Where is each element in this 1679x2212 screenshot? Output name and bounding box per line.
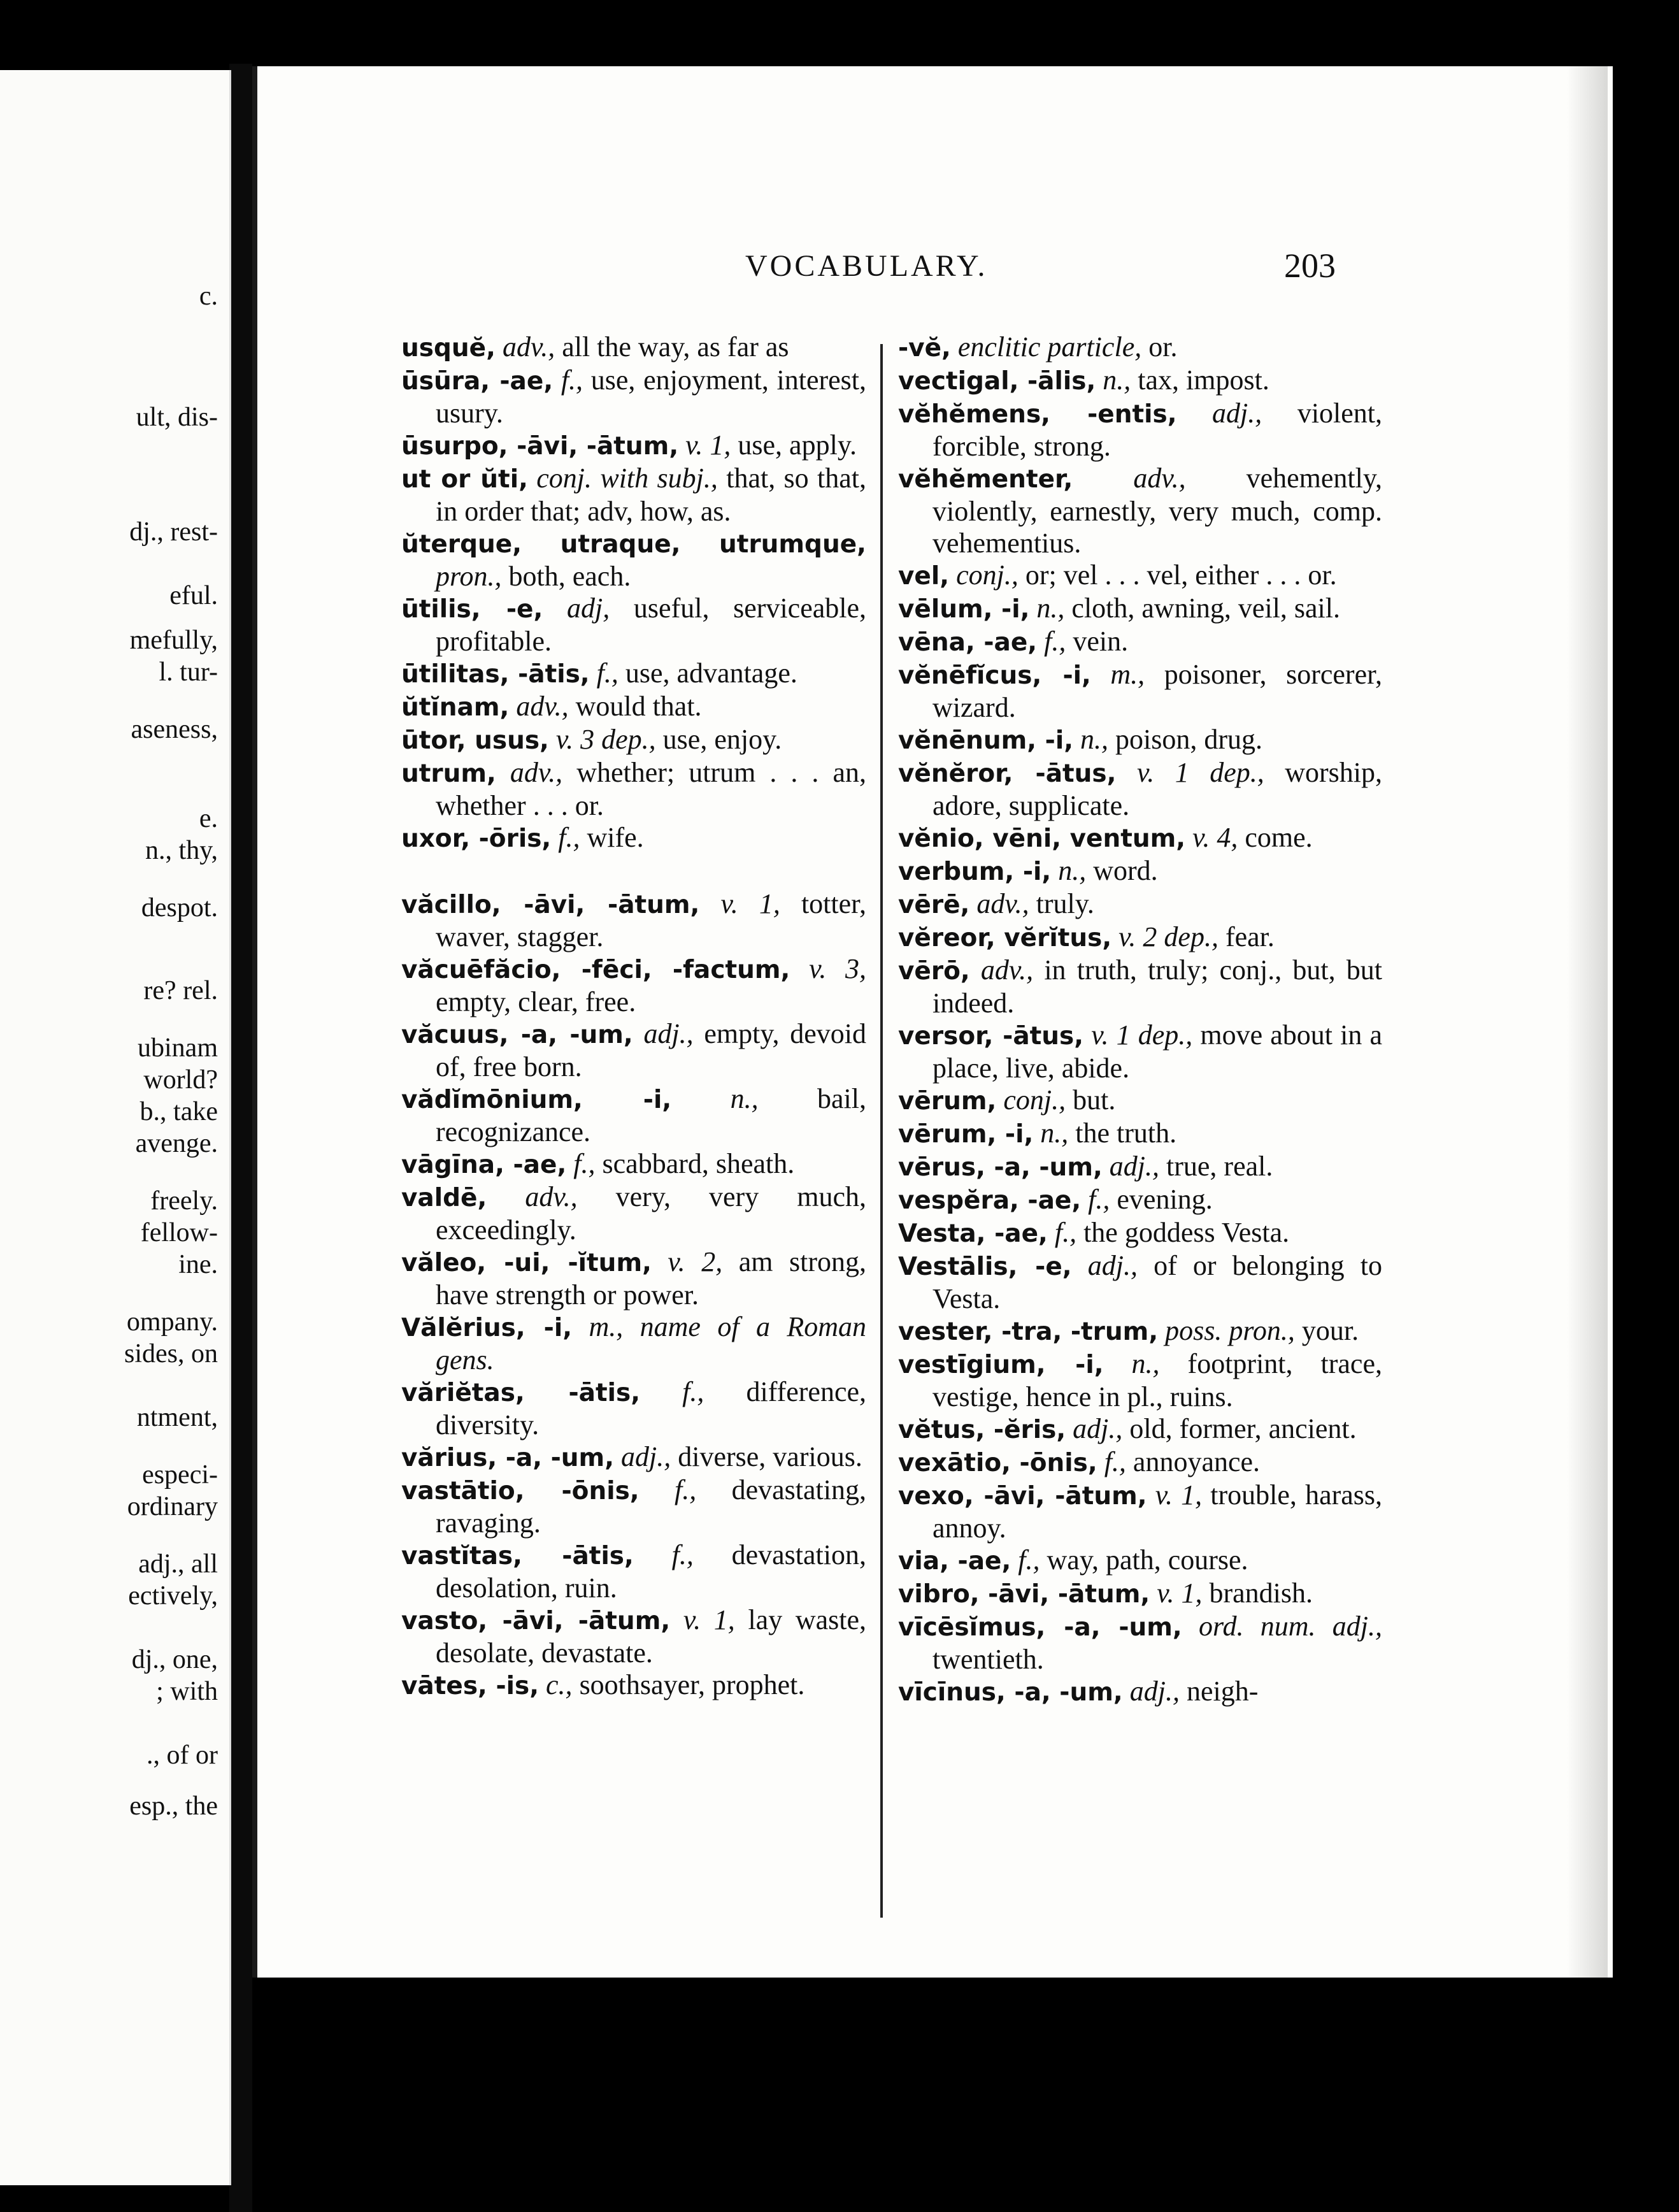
- entry-headword: Vălĕrius, -i,: [401, 1314, 573, 1342]
- dictionary-entry: [401, 757, 866, 822]
- entry-definition: whether; utrum . . . an, whether . . . or.: [436, 757, 866, 821]
- previous-page-fragment: ult, dis-: [136, 403, 218, 432]
- previous-page-fragment: aseness,: [131, 715, 218, 744]
- entry-grammar: n.,: [1131, 1348, 1160, 1379]
- dictionary-entry: [401, 1148, 866, 1181]
- entry-headword: vĕnēnum, -i,: [898, 726, 1074, 755]
- dictionary-entry: [898, 364, 1382, 398]
- entry-headword: utrum,: [401, 759, 496, 788]
- entry-headword: Vesta, -ae,: [898, 1219, 1048, 1248]
- dictionary-entry: [401, 691, 866, 724]
- entry-definition: poisoner, sorcerer, wizard.: [932, 659, 1382, 723]
- entry-grammar: adv.,: [502, 331, 555, 363]
- entry-definition: totter, waver, stagger.: [436, 888, 867, 952]
- previous-page-fragment: dj., one,: [131, 1645, 218, 1674]
- entry-headword: ut or ŭti,: [401, 465, 528, 494]
- entry-grammar: f.,: [1018, 1544, 1040, 1576]
- dictionary-entry: [401, 1376, 866, 1441]
- dictionary-entry: [401, 331, 866, 364]
- entry-grammar: m.,: [1110, 659, 1145, 690]
- entry-definition: tax, impost.: [1138, 364, 1269, 396]
- entry-grammar: v. 1,: [683, 1604, 735, 1635]
- page-edge-shadow: [1567, 66, 1608, 1978]
- entry-headword: uxor, -ōris,: [401, 824, 552, 853]
- entry-headword: vēlum, -i,: [898, 595, 1030, 624]
- entry-grammar: v. 1,: [1157, 1577, 1203, 1609]
- entry-grammar: conj. with subj.,: [536, 463, 718, 494]
- previous-page-fragment: ; with: [156, 1677, 218, 1706]
- entry-definition: of or belonging to Vesta.: [932, 1250, 1383, 1314]
- entry-headword: vāgīna, -ae,: [401, 1151, 567, 1179]
- entry-headword: vastĭtas, -ātis,: [401, 1542, 634, 1570]
- entry-headword: văcuēfăcio, -fēci, -factum,: [401, 956, 790, 984]
- entry-definition: vein.: [1073, 626, 1129, 657]
- entry-headword: vestīgium, -i,: [898, 1351, 1104, 1379]
- entry-definition: your.: [1301, 1315, 1359, 1346]
- entry-headword: vērus, -a, -um,: [898, 1153, 1103, 1182]
- entry-headword: versor, -ātus,: [898, 1022, 1084, 1051]
- entry-headword: ūsūra, -ae,: [401, 367, 554, 396]
- entry-grammar: n.,: [1036, 592, 1065, 624]
- entry-definition: in truth, truly; conj., but, but indeed.: [932, 954, 1383, 1019]
- entry-definition: empty, devoid of, free born.: [436, 1018, 866, 1082]
- entry-headword: văriĕtas, -ātis,: [401, 1379, 641, 1407]
- vocabulary-column-left: [401, 331, 866, 1702]
- dictionary-entry: [401, 822, 866, 855]
- entry-definition: lay waste, desolate, devastate.: [436, 1604, 867, 1669]
- entry-definition: bail, recognizance.: [436, 1083, 866, 1147]
- dictionary-entry: [898, 1117, 1382, 1151]
- entry-definition: use, enjoyment, interest, usury.: [436, 364, 866, 429]
- dictionary-entry: [898, 822, 1382, 855]
- entry-grammar: n.,: [1103, 364, 1131, 396]
- entry-headword: Vestālis, -e,: [898, 1253, 1072, 1281]
- previous-page-fragment: esp., the: [129, 1792, 218, 1821]
- dictionary-entry: [898, 1479, 1382, 1544]
- entry-headword: văcuus, -a, -um,: [401, 1021, 633, 1049]
- entry-definition: that, so that, in order that; adv, how, as.: [436, 463, 867, 527]
- entry-headword: vērō,: [898, 957, 970, 986]
- previous-page-fragment: e.: [199, 804, 218, 833]
- entry-headword: vĕreor, vĕrĭtus,: [898, 924, 1112, 952]
- entry-definition: the goddess Vesta.: [1083, 1217, 1290, 1248]
- entry-headword: vibro, -āvi, -ātum,: [898, 1580, 1150, 1609]
- dictionary-entry: [401, 1474, 866, 1539]
- entry-definition: trouble, harass, annoy.: [932, 1479, 1383, 1544]
- previous-page-fragment: ine.: [178, 1250, 218, 1279]
- previous-page-fragment: freely.: [150, 1186, 218, 1216]
- dictionary-entry: [898, 1184, 1382, 1217]
- entry-grammar: conj.,: [956, 559, 1018, 591]
- entry-definition: or.: [1148, 331, 1178, 363]
- entry-definition: use, advantage.: [625, 657, 797, 689]
- entry-headword: vădĭmōnium, -i,: [401, 1086, 672, 1114]
- entry-grammar: ord. num. adj.,: [1199, 1611, 1382, 1642]
- entry-definition: word.: [1093, 855, 1158, 886]
- entry-grammar: f.,: [573, 1148, 596, 1179]
- entry-headword: vĕnio, vēni, ventum,: [898, 824, 1186, 853]
- entry-headword: vespĕra, -ae,: [898, 1186, 1082, 1215]
- dictionary-entry: [898, 1544, 1382, 1577]
- entry-definition: empty, clear, free.: [436, 986, 636, 1017]
- entry-headword: văcillo, -āvi, -ātum,: [401, 891, 700, 919]
- dictionary-entry: [401, 1018, 866, 1083]
- previous-page-fragment: sides, on: [124, 1339, 218, 1368]
- entry-headword: vērē,: [898, 891, 970, 919]
- entry-grammar: adv.,: [976, 888, 1029, 919]
- entry-grammar: enclitic particle,: [957, 331, 1142, 363]
- entry-headword: ūtor, usus,: [401, 726, 549, 755]
- page-number: 203: [1284, 247, 1336, 285]
- previous-page-fragment: ubinam: [138, 1033, 218, 1063]
- entry-headword: vīcīnus, -a, -um,: [898, 1678, 1123, 1707]
- section-gap: [401, 855, 866, 888]
- dictionary-entry: [898, 1413, 1382, 1446]
- entry-definition: or; vel . . . vel, either . . . or.: [1025, 559, 1337, 591]
- previous-page-fragment: ompany.: [126, 1307, 218, 1337]
- previous-page-fragment: avenge.: [135, 1129, 218, 1158]
- entry-grammar: f.,: [558, 822, 580, 853]
- dictionary-entry: [401, 1604, 866, 1669]
- dictionary-entry: [401, 724, 866, 757]
- entry-definition: fear.: [1225, 921, 1275, 952]
- entry-headword: ūsurpo, -āvi, -ātum,: [401, 432, 679, 461]
- entry-definition: scabbard, sheath.: [602, 1148, 795, 1179]
- entry-definition: poison, drug.: [1115, 724, 1263, 755]
- entry-definition: annoyance.: [1132, 1446, 1261, 1477]
- previous-page-fragment: ntment,: [136, 1403, 218, 1432]
- previous-page-text: [0, 70, 229, 2185]
- entry-grammar: conj.,: [1003, 1084, 1066, 1116]
- entry-definition: devastation, desolation, ruin.: [436, 1539, 866, 1604]
- previous-page-fragment: ordinary: [127, 1492, 218, 1521]
- dictionary-entry: [898, 724, 1382, 757]
- entry-definition: the truth.: [1075, 1117, 1177, 1149]
- entry-definition: way, path, course.: [1047, 1544, 1248, 1576]
- dictionary-entry: [898, 331, 1382, 364]
- entry-grammar: f.,: [682, 1376, 704, 1407]
- entry-headword: vērum, -i,: [898, 1120, 1034, 1149]
- entry-definition: old, former, ancient.: [1129, 1413, 1357, 1444]
- entry-grammar: adv.,: [516, 691, 569, 722]
- entry-headword: ūtilis, -e,: [401, 595, 543, 624]
- entry-definition: difference, diversity.: [436, 1376, 867, 1440]
- entry-headword: vexātio, -ōnis,: [898, 1449, 1097, 1477]
- entry-grammar: v. 1 dep.,: [1091, 1019, 1193, 1051]
- dictionary-entry: [898, 626, 1382, 659]
- entry-headword: vērum,: [898, 1087, 997, 1116]
- entry-headword: vīcēsĭmus, -a, -um,: [898, 1613, 1182, 1642]
- entry-grammar: f.,: [1104, 1446, 1126, 1477]
- entry-definition: devastating, ravaging.: [436, 1474, 866, 1539]
- entry-grammar: v. 4,: [1192, 822, 1238, 853]
- dictionary-entry: [898, 1019, 1382, 1084]
- dictionary-entry: [401, 364, 866, 429]
- entry-grammar: adj,: [566, 592, 610, 624]
- entry-definition: neigh-: [1186, 1676, 1259, 1707]
- entry-headword: ŭterque, utraque, utrumque,: [401, 530, 866, 559]
- entry-grammar: c.,: [546, 1669, 573, 1700]
- entry-definition: worship, adore, supplicate.: [932, 757, 1383, 821]
- previous-page-fragment: ., of or: [146, 1741, 218, 1770]
- entry-grammar: adj.,: [1073, 1413, 1123, 1444]
- entry-grammar: v. 3,: [809, 953, 867, 984]
- entry-headword: ūtilitas, -ātis,: [401, 660, 590, 689]
- dictionary-entry: [401, 1539, 866, 1604]
- previous-page-fragment: n., thy,: [145, 836, 218, 865]
- previous-page-fragment: dj., rest-: [129, 517, 218, 547]
- running-head: VOCABULARY.: [745, 249, 988, 283]
- entry-grammar: f.,: [671, 1539, 694, 1570]
- entry-headword: via, -ae,: [898, 1547, 1011, 1576]
- dictionary-entry: [898, 1084, 1382, 1117]
- entry-definition: diverse, various.: [678, 1441, 862, 1472]
- book-gutter: [229, 64, 252, 2212]
- entry-definition: useful, serviceable, profitable.: [436, 592, 867, 657]
- entry-definition: evening.: [1117, 1184, 1213, 1215]
- entry-grammar: f.,: [1044, 626, 1066, 657]
- entry-grammar: f.,: [561, 364, 583, 396]
- previous-page-fragment: especi-: [142, 1460, 218, 1490]
- dictionary-entry: [898, 398, 1382, 463]
- entry-definition: use, enjoy.: [662, 724, 782, 755]
- dictionary-entry: [898, 1315, 1382, 1348]
- entry-headword: -vĕ,: [898, 334, 951, 363]
- entry-grammar: n.,: [730, 1083, 759, 1114]
- entry-grammar: poss. pron.,: [1165, 1315, 1295, 1346]
- previous-page-fragment: b., take: [139, 1097, 218, 1126]
- entry-headword: vĕnēfĭcus, -i,: [898, 661, 1091, 690]
- dictionary-entry: [898, 888, 1382, 921]
- entry-grammar: f.,: [1054, 1217, 1077, 1248]
- dictionary-entry: [898, 1577, 1382, 1611]
- entry-headword: vectigal, -ālis,: [898, 367, 1096, 396]
- entry-headword: usquĕ,: [401, 334, 496, 363]
- entry-definition: true, real.: [1166, 1151, 1273, 1182]
- dictionary-entry: [401, 1311, 866, 1376]
- entry-definition: very, very much, exceedingly.: [436, 1181, 867, 1246]
- entry-definition: move about in a place, live, abide.: [932, 1019, 1383, 1084]
- entry-headword: vĕnĕror, -ātus,: [898, 759, 1117, 788]
- entry-headword: văleo, -ui, -ĭtum,: [401, 1249, 652, 1277]
- dictionary-entry: [401, 888, 866, 953]
- dictionary-entry: [898, 757, 1382, 822]
- dictionary-entry: [898, 1446, 1382, 1479]
- entry-headword: vester, -tra, -trum,: [898, 1318, 1159, 1346]
- entry-grammar: adv.,: [510, 757, 563, 788]
- dictionary-entry: [401, 429, 866, 463]
- previous-page-fragment: world?: [143, 1065, 218, 1095]
- entry-grammar: adj.,: [643, 1018, 694, 1049]
- dictionary-entry: [898, 954, 1382, 1019]
- dictionary-entry: [898, 1348, 1382, 1413]
- previous-page-fragment: c.: [199, 282, 218, 311]
- previous-page-fragment: ectively,: [128, 1581, 218, 1611]
- entry-grammar: adj.,: [1212, 398, 1262, 429]
- entry-grammar: v. 3 dep.,: [555, 724, 656, 755]
- entry-headword: vasto, -āvi, -ātum,: [401, 1607, 671, 1635]
- previous-page-fragment: eful.: [169, 581, 218, 610]
- entry-headword: ŭtĭnam,: [401, 693, 510, 722]
- entry-definition: would that.: [575, 691, 702, 722]
- entry-grammar: adv.,: [525, 1181, 578, 1212]
- dictionary-entry: [401, 1246, 866, 1311]
- entry-grammar: adv.,: [980, 954, 1034, 986]
- dictionary-entry: [401, 528, 866, 592]
- entry-definition: am strong, have strength or power.: [436, 1246, 866, 1311]
- dictionary-entry: [401, 1083, 866, 1148]
- entry-definition: violent, forcible, strong.: [932, 398, 1383, 462]
- entry-headword: vātes, -is,: [401, 1672, 539, 1700]
- entry-headword: valdē,: [401, 1184, 487, 1212]
- entry-headword: vēna, -ae,: [898, 628, 1038, 657]
- entry-grammar: f.,: [675, 1474, 697, 1505]
- dictionary-entry: [898, 1250, 1382, 1315]
- entry-headword: vĕtus, -ĕris,: [898, 1416, 1066, 1444]
- entry-headword: vĕhĕmenter,: [898, 465, 1073, 494]
- entry-definition: wife.: [587, 822, 644, 853]
- entry-definition: truly.: [1036, 888, 1094, 919]
- dictionary-entry: [401, 657, 866, 691]
- entry-grammar: n.,: [1080, 724, 1109, 755]
- entry-definition: vehemently, violently, earnestly, very much, comp. vehementius.: [932, 463, 1382, 559]
- entry-definition: but.: [1073, 1084, 1116, 1116]
- entry-definition: footprint, trace, vestige, hence in pl., ruins.: [932, 1348, 1382, 1412]
- entry-headword: verbum, -i,: [898, 858, 1052, 886]
- entry-headword: vĕhĕmens, -entis,: [898, 400, 1177, 429]
- dictionary-entry: [401, 1669, 866, 1702]
- entry-definition: come.: [1245, 822, 1313, 853]
- column-rule: [880, 344, 883, 1918]
- entry-definition: cloth, awning, veil, sail.: [1071, 592, 1341, 624]
- dictionary-entry: [401, 953, 866, 1018]
- dictionary-entry: [401, 1181, 866, 1246]
- previous-page-fragment: mefully,: [129, 626, 218, 655]
- entry-definition: soothsayer, prophet.: [579, 1669, 805, 1700]
- entry-headword: vel,: [898, 562, 950, 591]
- entry-grammar: adj.,: [1129, 1676, 1180, 1707]
- entry-grammar: n.,: [1040, 1117, 1069, 1149]
- entry-grammar: v. 1,: [1155, 1479, 1203, 1511]
- entry-grammar: adv.,: [1133, 463, 1186, 494]
- entry-headword: vexo, -āvi, -ātum,: [898, 1482, 1147, 1511]
- entry-headword: vastātio, -ōnis,: [401, 1477, 639, 1505]
- entry-definition: all the way, as far as: [562, 331, 789, 363]
- entry-grammar: v. 1,: [685, 429, 731, 461]
- entry-grammar: adj.,: [1087, 1250, 1138, 1281]
- dictionary-entry: [898, 921, 1382, 954]
- dictionary-entry: [898, 1151, 1382, 1184]
- dictionary-entry: [898, 559, 1382, 592]
- entry-grammar: v. 1,: [720, 888, 780, 919]
- entry-grammar: f.,: [596, 657, 618, 689]
- entry-grammar: v. 1 dep.,: [1136, 757, 1264, 788]
- dictionary-entry: [898, 1217, 1382, 1250]
- entry-definition: twentieth.: [932, 1644, 1044, 1675]
- previous-page-fragment: despot.: [141, 893, 218, 923]
- previous-page-fragment: fellow-: [140, 1218, 218, 1247]
- dictionary-entry: [401, 463, 866, 528]
- entry-grammar: v. 2 dep.,: [1118, 921, 1218, 952]
- entry-headword: vărius, -a, -um,: [401, 1444, 615, 1472]
- dictionary-entry: [898, 1611, 1382, 1676]
- entry-grammar: n.,: [1058, 855, 1087, 886]
- entry-grammar: v. 2,: [668, 1246, 723, 1277]
- dictionary-entry: [401, 1441, 866, 1474]
- entry-grammar: pron.,: [436, 561, 502, 592]
- previous-page: [0, 70, 231, 2185]
- entry-grammar: f.,: [1088, 1184, 1110, 1215]
- entry-grammar: adj.,: [621, 1441, 671, 1472]
- entry-definition: use, apply.: [738, 429, 857, 461]
- dictionary-entry: [898, 855, 1382, 888]
- entry-grammar: adj.,: [1109, 1151, 1160, 1182]
- entry-grammar: m., name of a Roman gens.: [436, 1311, 866, 1375]
- entry-definition: brandish.: [1209, 1577, 1313, 1609]
- dictionary-entry: [898, 1676, 1382, 1709]
- vocabulary-column-right: [898, 331, 1382, 1709]
- dictionary-entry: [401, 592, 866, 657]
- previous-page-fragment: re? rel.: [143, 976, 218, 1005]
- previous-page-fragment: adj., all: [138, 1549, 218, 1579]
- dictionary-entry: [898, 463, 1382, 559]
- dictionary-entry: [898, 592, 1382, 626]
- dictionary-entry: [898, 659, 1382, 724]
- entry-definition: both, each.: [508, 561, 631, 592]
- previous-page-fragment: l. tur-: [159, 657, 218, 687]
